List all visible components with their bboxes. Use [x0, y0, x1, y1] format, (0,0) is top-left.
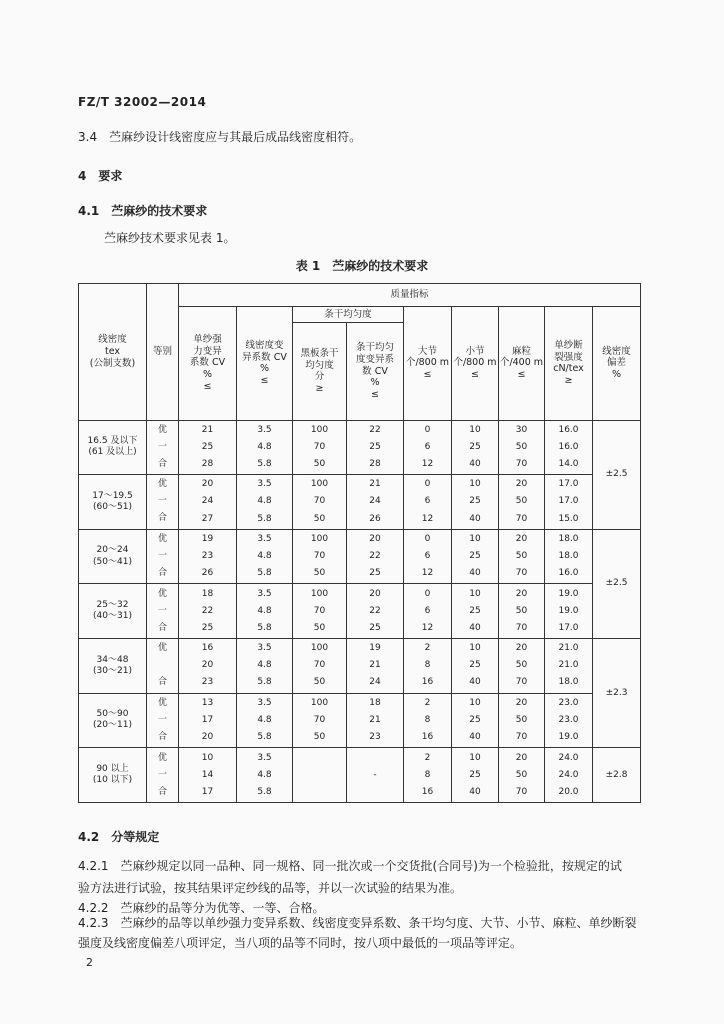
- grade-cell: 优 合: [147, 639, 179, 694]
- header-grade: 等别: [147, 284, 179, 421]
- tenacity-cell: 21.0 21.0 18.0: [545, 639, 593, 694]
- density-range-cell: 50～90 (20～11): [79, 693, 147, 748]
- board-evenness-cell: 100 70 50: [293, 693, 347, 748]
- grade-cell: 优 一 合: [147, 748, 179, 803]
- strength-cv-cell: 16 20 23: [179, 639, 237, 694]
- header-density-deviation: 线密度 偏差 %: [593, 307, 641, 420]
- thick-places-cell: 0 6 12: [404, 584, 452, 639]
- header-neps: 麻粒 个/400 m ≤: [499, 307, 545, 420]
- grade-cell: 优 一 合: [147, 584, 179, 639]
- evenness-cv-cell: 20 22 25: [347, 529, 404, 584]
- section-4-heading: 4 要求: [78, 169, 123, 183]
- tenacity-cell: 17.0 17.0 15.0: [545, 475, 593, 530]
- density-deviation-cell: ±2.5: [593, 420, 641, 529]
- header-density: 线密度 tex (公制支数): [79, 284, 147, 421]
- density-cv-cell: 3.5 4.8 5.8: [237, 693, 293, 748]
- header-density-cv: 线密度变 异系数 CV % ≤: [237, 307, 293, 420]
- strength-cv-cell: 19 23 26: [179, 529, 237, 584]
- strength-cv-cell: 20 24 27: [179, 475, 237, 530]
- grade-cell: 优 一 合: [147, 529, 179, 584]
- evenness-cv-cell: 18 21 23: [347, 693, 404, 748]
- technical-requirements-table: [78, 283, 641, 803]
- grade-cell: 优 一 合: [147, 420, 179, 475]
- neps-cell: 20 50 70: [499, 584, 545, 639]
- thick-places-cell: 0 6 12: [404, 420, 452, 475]
- density-deviation-cell: ±2.3: [593, 639, 641, 748]
- density-cv-cell: 3.5 4.8 5.8: [237, 529, 293, 584]
- thin-places-cell: 10 25 40: [452, 748, 499, 803]
- clause-4-2-3-line1: 4.2.3 苎麻纱的品等以单纱强力变异系数、线密度变异系数、条干均匀度、大节、小节、麻粒、单纱断裂: [78, 916, 637, 930]
- grade-cell: 优 一 合: [147, 693, 179, 748]
- thin-places-cell: 10 25 40: [452, 639, 499, 694]
- evenness-cv-cell: 20 22 25: [347, 584, 404, 639]
- header-strength-cv: 单纱强 力变异 系数 CV % ≤: [179, 307, 237, 420]
- thick-places-cell: 2 8 16: [404, 748, 452, 803]
- thick-places-cell: 2 8 16: [404, 639, 452, 694]
- board-evenness-cell: 100 70 50: [293, 529, 347, 584]
- density-range-cell: 34～48 (30～21): [79, 639, 147, 694]
- density-range-cell: 17～19.5 (60～51): [79, 475, 147, 530]
- density-deviation-cell: ±2.5: [593, 529, 641, 638]
- header-tenacity: 单纱断 裂强度 cN/tex ≥: [545, 307, 593, 420]
- density-range-cell: 20～24 (50～41): [79, 529, 147, 584]
- thin-places-cell: 10 25 40: [452, 584, 499, 639]
- density-cv-cell: 3.5 4.8 5.8: [237, 420, 293, 475]
- table-row: [79, 529, 641, 584]
- clause-4-2-1-line1: 4.2.1 苎麻纱规定以同一品种、同一规格、同一批次或一个交货批(合同号)为一个检验批，按规定的试: [78, 859, 622, 873]
- neps-cell: 20 50 70: [499, 475, 545, 530]
- density-cv-cell: 3.5 4.8 5.8: [237, 475, 293, 530]
- evenness-cv-cell: 19 21 24: [347, 639, 404, 694]
- tenacity-cell: 23.0 23.0 19.0: [545, 693, 593, 748]
- strength-cv-cell: 18 22 25: [179, 584, 237, 639]
- evenness-cv-cell: -: [347, 748, 404, 803]
- tenacity-cell: 18.0 18.0 16.0: [545, 529, 593, 584]
- clause-3-4: 3.4 苎麻纱设计线密度应与其最后成品线密度相符。: [78, 130, 362, 144]
- header-thin-places: 小节 个/800 m ≤: [452, 307, 499, 420]
- page-number: 2: [86, 956, 93, 969]
- thin-places-cell: 10 25 40: [452, 693, 499, 748]
- density-cv-cell: 3.5 4.8 5.8: [237, 639, 293, 694]
- strength-cv-cell: 21 25 28: [179, 420, 237, 475]
- neps-cell: 20 50 70: [499, 529, 545, 584]
- density-deviation-cell: ±2.8: [593, 748, 641, 803]
- density-range-cell: 16.5 及以下 (61 及以上): [79, 420, 147, 475]
- board-evenness-cell: [293, 748, 347, 803]
- thick-places-cell: 2 8 16: [404, 693, 452, 748]
- neps-cell: 20 50 70: [499, 639, 545, 694]
- board-evenness-cell: 100 70 50: [293, 420, 347, 475]
- clause-4-2-2: 4.2.2 苎麻纱的品等分为优等、一等、合格。: [78, 901, 325, 915]
- tenacity-cell: 19.0 19.0 17.0: [545, 584, 593, 639]
- evenness-cv-cell: 22 25 28: [347, 420, 404, 475]
- header-quality: 质量指标: [179, 284, 641, 307]
- header-thick-places: 大节 个/800 m ≤: [404, 307, 452, 420]
- table-row: [79, 693, 641, 748]
- section-4-2-heading: 4.2 分等规定: [78, 830, 160, 844]
- clause-4-2-1-line2: 验方法进行试验，按其结果评定纱线的品等，并以一次试验的结果为准。: [78, 881, 463, 895]
- section-4-1-body: 苎麻纱技术要求见表 1。: [104, 231, 236, 245]
- header-evenness: 条干均匀度: [293, 307, 404, 323]
- thin-places-cell: 10 25 40: [452, 529, 499, 584]
- thin-places-cell: 10 25 40: [452, 420, 499, 475]
- board-evenness-cell: 100 70 50: [293, 584, 347, 639]
- thick-places-cell: 0 6 12: [404, 475, 452, 530]
- tenacity-cell: 16.0 16.0 14.0: [545, 420, 593, 475]
- density-cv-cell: 3.5 4.8 5.8: [237, 748, 293, 803]
- table-row: [79, 639, 641, 694]
- thick-places-cell: 0 6 12: [404, 529, 452, 584]
- neps-cell: 30 50 70: [499, 420, 545, 475]
- tenacity-cell: 24.0 24.0 20.0: [545, 748, 593, 803]
- strength-cv-cell: 10 14 17: [179, 748, 237, 803]
- section-4-1-heading: 4.1 苎麻纱的技术要求: [78, 204, 208, 218]
- header-evenness-cv: 条干均匀 度变异系 数 CV % ≤: [347, 323, 404, 420]
- table-row: [79, 748, 641, 803]
- density-cv-cell: 3.5 4.8 5.8: [237, 584, 293, 639]
- board-evenness-cell: 100 70 50: [293, 639, 347, 694]
- standard-number: FZ/T 32002—2014: [78, 95, 207, 109]
- strength-cv-cell: 13 17 20: [179, 693, 237, 748]
- header-board-evenness: 黑板条干 均匀度 分 ≥: [293, 323, 347, 420]
- neps-cell: 20 50 70: [499, 693, 545, 748]
- table-row: [79, 420, 641, 475]
- neps-cell: 20 50 70: [499, 748, 545, 803]
- table-title: 表 1 苎麻纱的技术要求: [295, 259, 429, 273]
- clause-4-2-3-line2: 强度及线密度偏差八项评定，当八项的品等不同时，按八项中最低的一项品等评定。: [78, 936, 523, 950]
- density-range-cell: 90 以上 (10 以下): [79, 748, 147, 803]
- density-range-cell: 25～32 (40～31): [79, 584, 147, 639]
- table-row: [79, 584, 641, 639]
- board-evenness-cell: 100 70 50: [293, 475, 347, 530]
- evenness-cv-cell: 21 24 26: [347, 475, 404, 530]
- grade-cell: 优 一 合: [147, 475, 179, 530]
- thin-places-cell: 10 25 40: [452, 475, 499, 530]
- table-row: [79, 475, 641, 530]
